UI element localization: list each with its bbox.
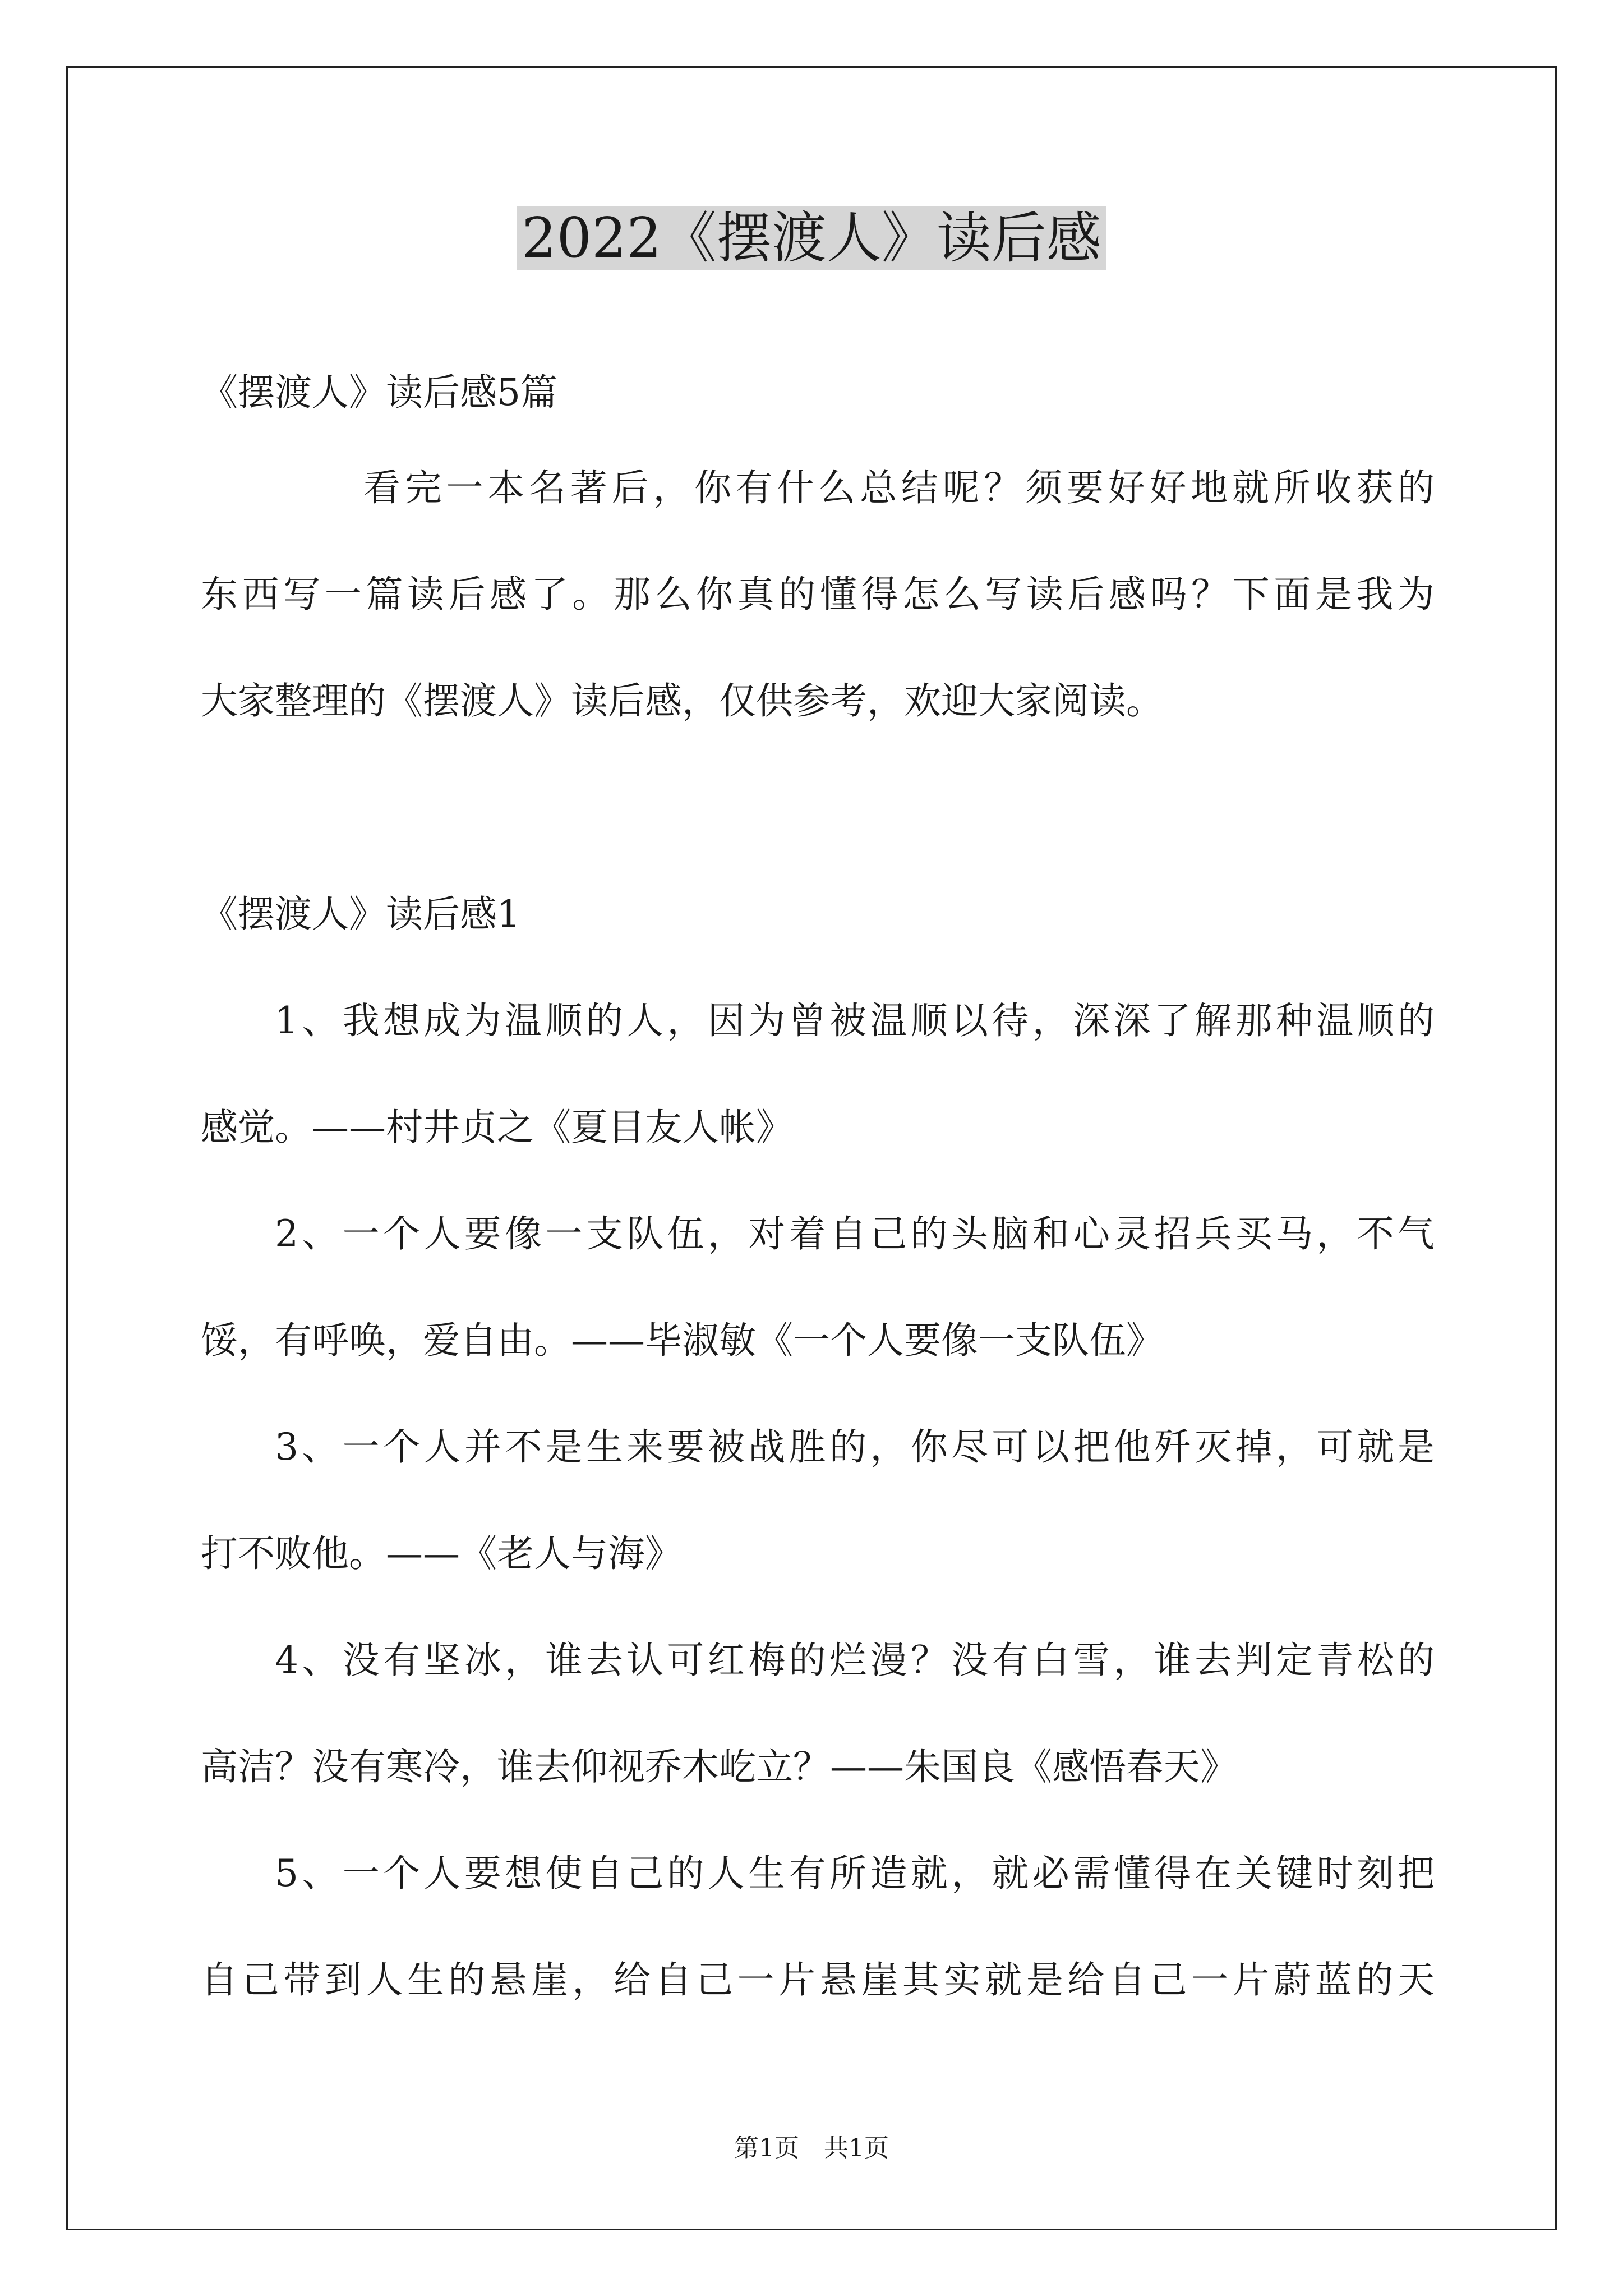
document-subtitle: 《摆渡人》读后感5篇 [201,371,557,414]
quote-item-line-2: 打不败他。——《老人与海》 [201,1532,682,1575]
quote-item [201,1607,1435,1820]
quote-item-line-1: 2、一个人要像一支队伍，对着自己的头脑和心灵招兵买马，不气 [275,1212,1435,1255]
document-title [0,202,1623,275]
quote-item-line-2: 高洁？没有寒冷，谁去仰视乔木屹立？——朱国良《感悟春天》 [201,1745,1237,1788]
quote-item [201,1394,1435,1607]
intro-paragraph [201,435,1435,754]
section-heading: 《摆渡人》读后感1 [201,892,520,936]
intro-line-3: 大家整理的《摆渡人》读后感，仅供参考，欢迎大家阅读。 [201,679,1163,723]
quote-item-line-2: 馁，有呼唤，爱自由。——毕淑敏《一个人要像一支队伍》 [201,1319,1163,1362]
quote-item-line-1: 3、一个人并不是生来要被战胜的，你尽可以把他歼灭掉，可就是 [275,1425,1435,1469]
document-title-text: 2022《摆渡人》读后感 [517,206,1105,270]
quote-item [201,1181,1435,1394]
intro-line-1: 看完一本名著后，你有什么总结呢？须要好好地就所收获的 [363,466,1435,509]
quote-item-line-2: 自己带到人生的悬崖，给自己一片悬崖其实就是给自己一片蔚蓝的天 [201,1958,1435,2001]
quote-item [201,1820,1435,2033]
quote-item-line-2: 感觉。——村井贞之《夏目友人帐》 [201,1106,793,1149]
quote-item-line-1: 5、一个人要想使自己的人生有所造就，就必需懂得在关键时刻把 [275,1852,1435,1895]
quote-list [201,968,1435,2033]
quote-item-line-1: 1、我想成为温顺的人，因为曾被温顺以待，深深了解那种温顺的 [275,999,1435,1042]
quote-item [201,968,1435,1181]
section-heading-block [201,861,1435,968]
intro-line-2: 东西写一篇读后感了。那么你真的懂得怎么写读后感吗？下面是我为 [201,573,1435,616]
page-number-footer: 第1页 共1页 [734,2134,889,2162]
quote-item-line-1: 4、没有坚冰，谁去认可红梅的烂漫？没有白雪，谁去判定青松的 [275,1639,1435,1682]
subtitle-block [201,339,1435,446]
